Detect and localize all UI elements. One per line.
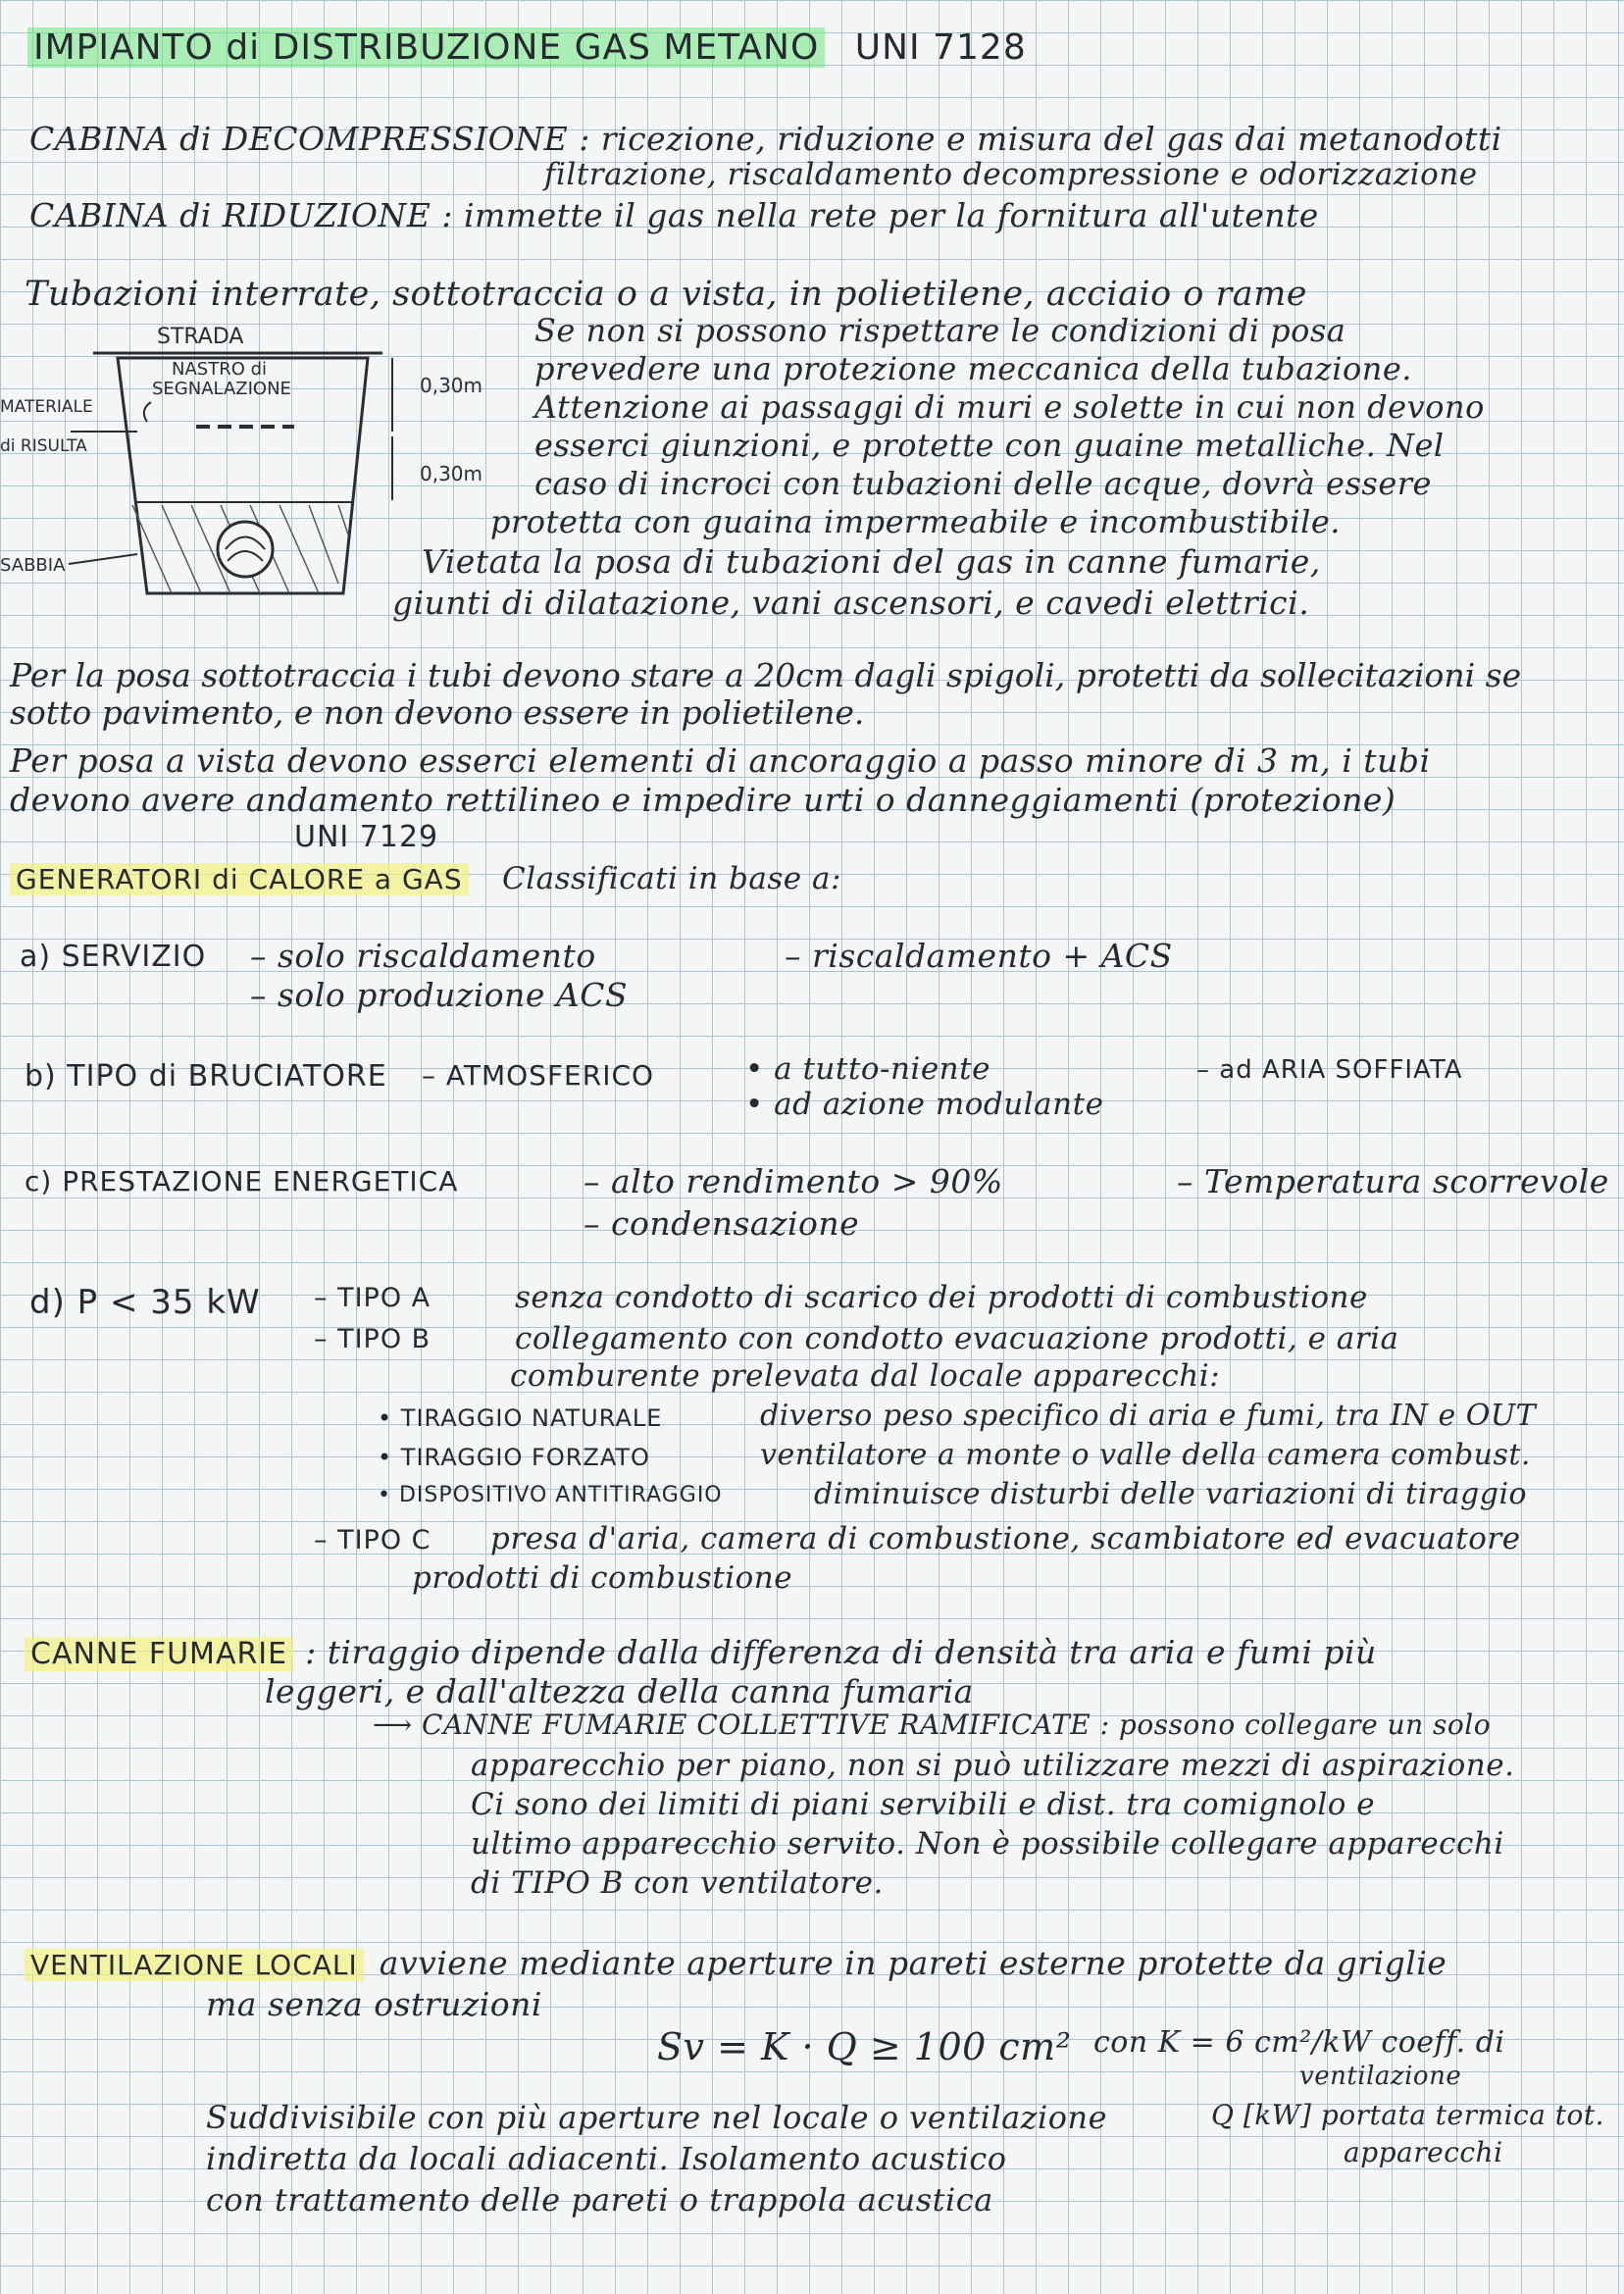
posa-incroci: caso di incroci con tubazioni delle acque, dovrà essere — [534, 465, 1432, 502]
ventilazione-formula-k: con K = 6 cm²/kW coeff. di — [1093, 2025, 1505, 2060]
generatori-norm: UNI 7129 — [294, 820, 439, 854]
tiraggio-naturale-label: • TIRAGGIO NATURALE — [378, 1404, 663, 1432]
arrow-sabbia — [69, 554, 137, 564]
tiraggio-forzato-text: ventilatore a monte o valle della camera combust. — [760, 1438, 1531, 1472]
posa-conditions: Se non si possono rispettare le condizioni di posa — [534, 312, 1346, 349]
ventilazione-line-4: indiretta da locali adiacenti. Isolamento acustico — [206, 2140, 1007, 2177]
servizio-3: – riscaldamento + ACS — [785, 937, 1173, 975]
posa-vietata: Vietata la posa di tubazioni del gas in canne fumarie, — [422, 542, 1321, 581]
ventilazione-line-1: avviene mediante aperture in pareti esterne protette da griglie — [379, 1944, 1447, 1982]
tipo-b-text: collegamento con condotto evacuazione prodotti, e aria — [515, 1321, 1399, 1356]
servizio-2: – solo produzione ACS — [250, 976, 629, 1014]
prestazione-3: – Temperatura scorrevole — [1177, 1162, 1609, 1200]
vista-line-2: devono avere andamento rettilineo e impedire urti o danneggiamenti (protezione) — [10, 781, 1396, 819]
canne-line-2: leggeri, e dall'altezza della canna fumaria — [265, 1672, 974, 1710]
posa-giunti: giunti di dilatazione, vani ascensori, e cavedi elettrici. — [392, 584, 1310, 622]
cabina-riduzione: CABINA di RIDUZIONE : immette il gas nella rete per la fornitura all'utente — [29, 196, 1319, 234]
tipo-c-text: presa d'aria, camera di combustione, scambiatore ed evacuatore — [490, 1521, 1521, 1556]
servizio-1: – solo riscaldamento — [250, 937, 596, 975]
arrow-tape — [144, 402, 151, 422]
canne-heading-line — [25, 1633, 1377, 1671]
vista-line: Per posa a vista devono esserci elementi di ancoraggio a passo minore di 3 m, i tubi — [10, 741, 1431, 780]
tipo-b-label: – TIPO B — [314, 1324, 431, 1354]
ventilazione-line-2: ma senza ostruzioni — [206, 1985, 542, 2023]
tipo-a-label: – TIPO A — [314, 1283, 431, 1313]
bruciatore-1b: • ad azione modulante — [745, 1087, 1104, 1122]
ventilazione-heading: VENTILAZIONE LOCALI — [25, 1949, 364, 1981]
bruciatore-label: b) TIPO di BRUCIATORE — [25, 1059, 387, 1094]
canne-line-6: ultimo apparecchio servito. Non è possibile collegare apparecchi — [471, 1826, 1504, 1861]
ventilazione-formula: Sv = K · Q ≥ 100 cm² — [657, 2025, 1072, 2068]
prestazione-1: – alto rendimento > 90% — [584, 1162, 1003, 1200]
posa-guaina: protetta con guaina impermeabile e incombustibile. — [490, 503, 1341, 540]
canne-line-4: apparecchio per piano, non si può utilizzare mezzi di aspirazione. — [471, 1748, 1515, 1783]
canne-heading: CANNE FUMARIE — [25, 1637, 293, 1671]
generatori-heading-rest: Classificati in base a: — [501, 861, 841, 896]
ventilazione-formula-q: Q [kW] portata termica tot. — [1211, 2099, 1605, 2131]
generatori-heading-text: GENERATORI di CALORE a GAS — [10, 863, 469, 895]
bruciatore-1a: • a tutto-niente — [745, 1051, 990, 1087]
servizio-label: a) SERVIZIO — [20, 940, 207, 974]
diagram-sabbia: SABBIA — [0, 555, 66, 576]
title-text: IMPIANTO di DISTRIBUZIONE GAS METANO — [27, 27, 825, 68]
antitiraggio-label: • DISPOSITIVO ANTITIRAGGIO — [378, 1483, 723, 1507]
ventilazione-formula-q2: apparecchi — [1344, 2136, 1503, 2168]
diagram-strada: STRADA — [157, 325, 244, 349]
ventilazione-line-5: con trattamento delle pareti o trappola acustica — [206, 2181, 993, 2218]
posa-attenzione: Attenzione ai passaggi di muri e solette in cui non devono — [534, 388, 1485, 426]
tipo-c-label: – TIPO C — [314, 1525, 431, 1555]
canne-line-7: di TIPO B con ventilatore. — [471, 1865, 884, 1901]
bruciatore-2: – ad ARIA SOFFIATA — [1196, 1055, 1463, 1085]
cabina-decompressione: CABINA di DECOMPRESSIONE : ricezione, riduzione e misura del gas dai metanodotti — [29, 120, 1502, 158]
diagram-nastro: NASTRO di — [172, 359, 268, 380]
diagram-dim1: 0,30m — [420, 374, 483, 397]
generatori-heading — [10, 861, 841, 896]
antitiraggio-text: diminuisce disturbi delle variazioni di tiraggio — [814, 1477, 1528, 1511]
posa-giunzioni: esserci giunzioni, e protette con guaine metalliche. Nel — [534, 427, 1445, 464]
diagram-risulta: di RISULTA — [0, 436, 87, 456]
bruciatore-1: – ATMOSFERICO — [422, 1059, 655, 1092]
tipo-b-text2: comburente prelevata dal locale apparecchi: — [510, 1358, 1221, 1394]
title-norm: UNI 7128 — [854, 27, 1027, 68]
tipo-c-text2: prodotti di combustione — [412, 1560, 793, 1596]
canne-line-5: Ci sono dei limiti di piani servibili e dist. tra comignolo e — [471, 1787, 1376, 1822]
prestazione-2: – condensazione — [584, 1204, 860, 1243]
sottotraccia-paragraph: Per la posa sottotraccia i tubi devono stare a 20cm dagli spigoli, protetti da sollecitazioni se sotto pavimento, e non devono essere in polietilene. — [10, 656, 1522, 732]
diagram-materiale: MATERIALE — [0, 397, 93, 417]
prestazione-label: c) PRESTAZIONE ENERGETICA — [25, 1165, 459, 1198]
diagram-dim2: 0,30m — [420, 462, 483, 485]
potenza-label: d) P < 35 kW — [29, 1283, 261, 1322]
tubazioni-line: Tubazioni interrate, sottotraccia o a vista, in polietilene, acciaio o rame — [25, 275, 1308, 314]
posa-protezione: prevedere una protezione meccanica della tubazione. — [534, 350, 1412, 387]
tipo-a-text: senza condotto di scarico dei prodotti di combustione — [515, 1280, 1368, 1315]
ventilazione-heading-line — [25, 1944, 1446, 1982]
ventilazione-line-3: Suddivisibile con più aperture nel locale o ventilazione — [206, 2099, 1108, 2136]
tiraggio-forzato-label: • TIRAGGIO FORZATO — [378, 1444, 650, 1471]
page-title — [27, 27, 1027, 68]
cabina-decompressione-cont: filtrazione, riscaldamento decompressione e odorizzazione — [544, 157, 1478, 192]
canne-line-1: : tiraggio dipende dalla differenza di densità tra aria e fumi più — [305, 1633, 1377, 1671]
tiraggio-naturale-text: diverso peso specifico di aria e fumi, tra IN e OUT — [760, 1399, 1537, 1433]
diagram-segnalazione: SEGNALAZIONE — [152, 379, 291, 399]
canne-line-3: ⟶ CANNE FUMARIE COLLETTIVE RAMIFICATE : possono collegare un solo — [373, 1708, 1492, 1741]
ventilazione-formula-k2: ventilazione — [1299, 2062, 1462, 2091]
